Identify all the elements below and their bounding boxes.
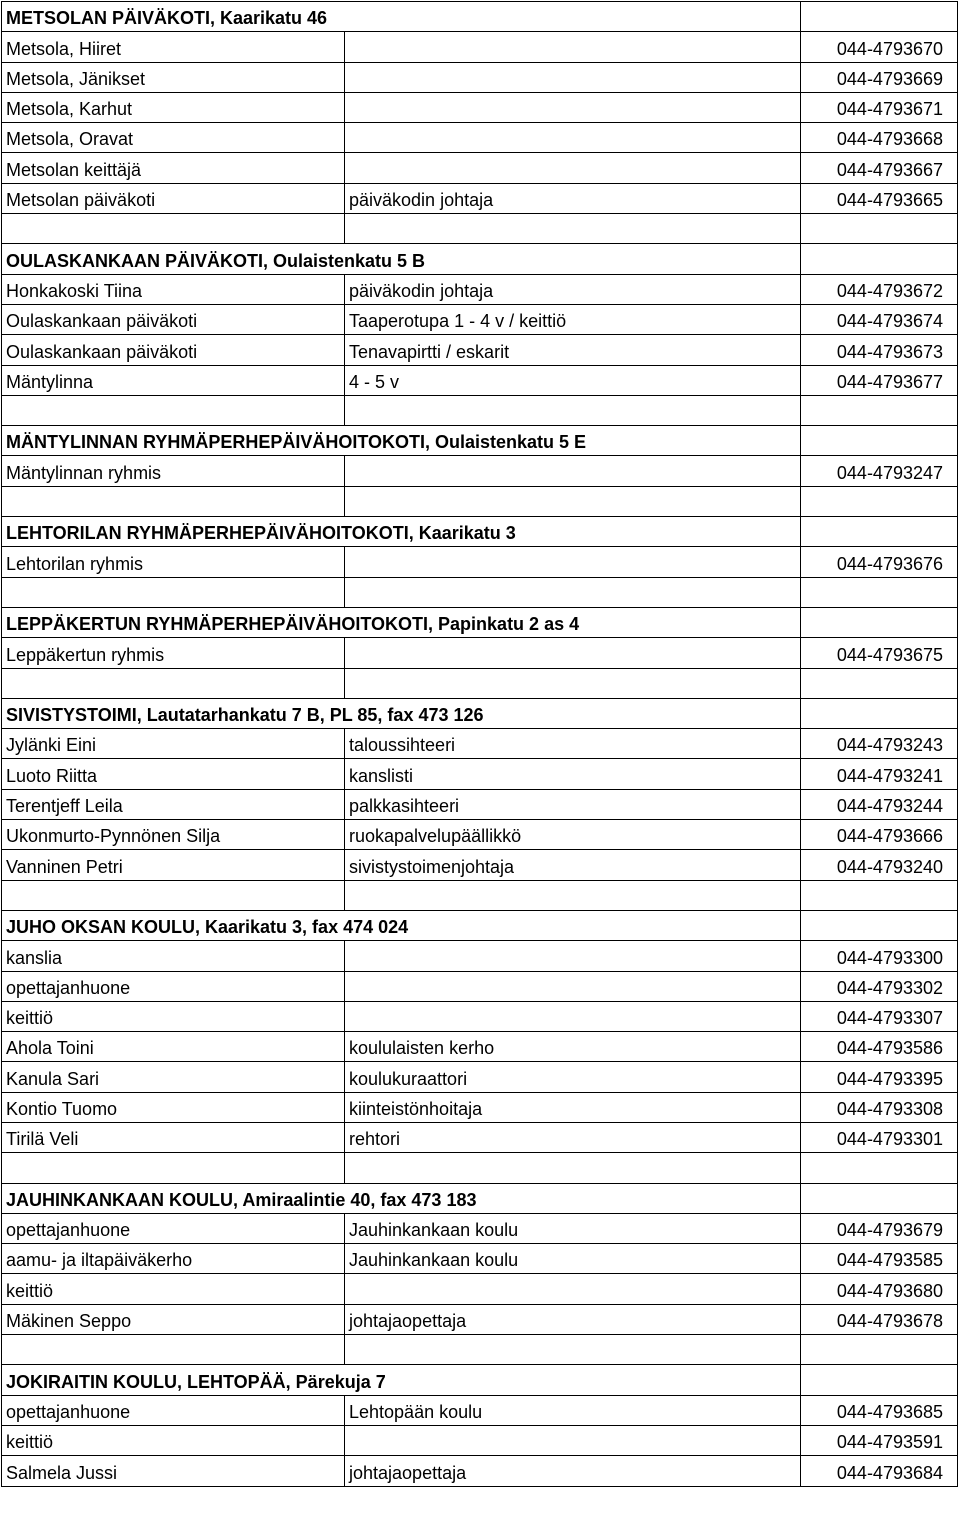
phone-number: 044-4793666 [801,820,958,850]
table-row [2,941,958,971]
section-header-row [2,1183,958,1213]
section-title: JUHO OKSAN KOULU, Kaarikatu 3, fax 474 024 [2,910,801,940]
contact-role [345,123,801,153]
contact-role [345,32,801,62]
spacer-row [2,880,958,910]
contact-name: Metsolan keittäjä [2,153,345,183]
empty-cell [801,1335,958,1365]
contact-role [345,1425,801,1455]
contact-name: Vanninen Petri [2,850,345,880]
contact-name: Kontio Tuomo [2,1092,345,1122]
table-row [2,850,958,880]
table-row [2,304,958,334]
table-row [2,547,958,577]
empty-cell [801,910,958,940]
empty-cell [801,1153,958,1183]
phone-number: 044-4793675 [801,638,958,668]
phone-number: 044-4793669 [801,62,958,92]
table-row [2,365,958,395]
empty-cell [345,395,801,425]
contact-name: Tirilä Veli [2,1122,345,1152]
contact-name: Mäntylinnan ryhmis [2,456,345,486]
section-header-row [2,2,958,32]
contact-name: Metsolan päiväkoti [2,183,345,213]
contact-name: opettajanhuone [2,971,345,1001]
section-title: LEPPÄKERTUN RYHMÄPERHEPÄIVÄHOITOKOTI, Papinkatu 2 as 4 [2,607,801,637]
phone-number: 044-4793676 [801,547,958,577]
table-row [2,1122,958,1152]
phone-number: 044-4793300 [801,941,958,971]
empty-cell [2,1153,345,1183]
spacer-row [2,395,958,425]
table-row [2,1001,958,1031]
empty-cell [2,486,345,516]
empty-cell [2,214,345,244]
contact-name: Luoto Riitta [2,759,345,789]
section-title: LEHTORILAN RYHMÄPERHEPÄIVÄHOITOKOTI, Kaarikatu 3 [2,517,801,547]
empty-cell [345,577,801,607]
empty-cell [801,1365,958,1395]
contact-role: Tenavapirtti / eskarit [345,335,801,365]
contact-role: koulukuraattori [345,1062,801,1092]
table-row [2,1456,958,1486]
contact-role [345,547,801,577]
section-header-row [2,607,958,637]
section-header-row [2,698,958,728]
table-row [2,1092,958,1122]
empty-cell [801,214,958,244]
phone-number: 044-4793241 [801,759,958,789]
empty-cell [345,668,801,698]
contact-role: päiväkodin johtaja [345,274,801,304]
empty-cell [801,607,958,637]
contact-name: Terentjeff Leila [2,789,345,819]
spacer-row [2,668,958,698]
contact-role: päiväkodin johtaja [345,183,801,213]
empty-cell [2,577,345,607]
empty-cell [2,1335,345,1365]
contact-name: Kanula Sari [2,1062,345,1092]
phone-number: 044-4793302 [801,971,958,1001]
contact-role: koululaisten kerho [345,1032,801,1062]
contact-role: kanslisti [345,759,801,789]
phone-number: 044-4793665 [801,183,958,213]
phone-number: 044-4793672 [801,274,958,304]
section-header-row [2,426,958,456]
table-row [2,274,958,304]
empty-cell [2,668,345,698]
empty-cell [801,426,958,456]
phone-number: 044-4793684 [801,1456,958,1486]
table-row [2,1213,958,1243]
section-header-row [2,244,958,274]
phone-number: 044-4793680 [801,1274,958,1304]
contact-role: sivistystoimenjohtaja [345,850,801,880]
table-row [2,62,958,92]
spacer-row [2,577,958,607]
section-header-row [2,910,958,940]
empty-cell [801,698,958,728]
contact-name: Metsola, Karhut [2,92,345,122]
spacer-row [2,486,958,516]
empty-cell [801,486,958,516]
contact-role: ruokapalvelupäällikkö [345,820,801,850]
contact-role [345,1001,801,1031]
phone-number: 044-4793307 [801,1001,958,1031]
empty-cell [801,1183,958,1213]
contact-role: johtajaopettaja [345,1456,801,1486]
empty-cell [801,517,958,547]
empty-cell [801,668,958,698]
section-header-row [2,1365,958,1395]
table-row [2,183,958,213]
phone-number: 044-4793679 [801,1213,958,1243]
table-row [2,92,958,122]
table-row [2,638,958,668]
phone-number: 044-4793674 [801,304,958,334]
contact-name: keittiö [2,1425,345,1455]
phone-number: 044-4793240 [801,850,958,880]
table-row [2,123,958,153]
table-row [2,759,958,789]
contact-role [345,62,801,92]
contact-name: Lehtorilan ryhmis [2,547,345,577]
contact-role [345,1274,801,1304]
contact-role [345,941,801,971]
table-row [2,456,958,486]
contact-role: palkkasihteeri [345,789,801,819]
empty-cell [801,244,958,274]
contact-name: Leppäkertun ryhmis [2,638,345,668]
contact-name: Ukonmurto-Pynnönen Silja [2,820,345,850]
empty-cell [345,1335,801,1365]
phone-number: 044-4793244 [801,789,958,819]
phone-number: 044-4793685 [801,1395,958,1425]
table-row [2,820,958,850]
phone-number: 044-4793673 [801,335,958,365]
table-row [2,1274,958,1304]
section-title: JOKIRAITIN KOULU, LEHTOPÄÄ, Pärekuja 7 [2,1365,801,1395]
spacer-row [2,214,958,244]
table-row [2,1032,958,1062]
contact-role [345,971,801,1001]
contact-name: opettajanhuone [2,1395,345,1425]
contact-name: opettajanhuone [2,1213,345,1243]
table-row [2,1244,958,1274]
table-row [2,32,958,62]
phone-number: 044-4793591 [801,1425,958,1455]
section-title: JAUHINKANKAAN KOULU, Amiraalintie 40, fax 473 183 [2,1183,801,1213]
phone-number: 044-4793670 [801,32,958,62]
contact-role [345,153,801,183]
phone-number: 044-4793247 [801,456,958,486]
table-row [2,1395,958,1425]
empty-cell [2,395,345,425]
section-header-row [2,517,958,547]
contact-name: aamu- ja iltapäiväkerho [2,1244,345,1274]
contact-role [345,456,801,486]
phone-directory-body [2,2,958,1487]
phone-number: 044-4793308 [801,1092,958,1122]
table-row [2,971,958,1001]
contact-name: Oulaskankaan päiväkoti [2,304,345,334]
contact-name: Salmela Jussi [2,1456,345,1486]
contact-name: Mäkinen Seppo [2,1304,345,1334]
contact-name: Mäntylinna [2,365,345,395]
phone-number: 044-4793395 [801,1062,958,1092]
empty-cell [801,577,958,607]
phone-number: 044-4793243 [801,729,958,759]
table-row [2,789,958,819]
phone-number: 044-4793667 [801,153,958,183]
spacer-row [2,1153,958,1183]
contact-role [345,92,801,122]
contact-name: keittiö [2,1001,345,1031]
table-row [2,153,958,183]
empty-cell [345,486,801,516]
table-row [2,729,958,759]
contact-role: taloussihteeri [345,729,801,759]
contact-name: Honkakoski Tiina [2,274,345,304]
phone-number: 044-4793301 [801,1122,958,1152]
empty-cell [345,880,801,910]
table-row [2,1304,958,1334]
contact-name: Oulaskankaan päiväkoti [2,335,345,365]
empty-cell [345,1153,801,1183]
contact-role: 4 - 5 v [345,365,801,395]
contact-name: Jylänki Eini [2,729,345,759]
spacer-row [2,1335,958,1365]
contact-name: kanslia [2,941,345,971]
contact-name: Metsola, Oravat [2,123,345,153]
table-row [2,335,958,365]
contact-role: Lehtopään koulu [345,1395,801,1425]
contact-role: Taaperotupa 1 - 4 v / keittiö [345,304,801,334]
empty-cell [2,880,345,910]
contact-role [345,638,801,668]
phone-directory-table [1,1,958,1487]
section-title: MÄNTYLINNAN RYHMÄPERHEPÄIVÄHOITOKOTI, Oulaistenkatu 5 E [2,426,801,456]
contact-name: Ahola Toini [2,1032,345,1062]
section-title: METSOLAN PÄIVÄKOTI, Kaarikatu 46 [2,2,801,32]
phone-number: 044-4793671 [801,92,958,122]
empty-cell [801,880,958,910]
phone-number: 044-4793585 [801,1244,958,1274]
contact-role: johtajaopettaja [345,1304,801,1334]
contact-role: rehtori [345,1122,801,1152]
table-row [2,1062,958,1092]
empty-cell [801,395,958,425]
phone-number: 044-4793677 [801,365,958,395]
contact-name: Metsola, Hiiret [2,32,345,62]
table-row [2,1425,958,1455]
contact-name: Metsola, Jänikset [2,62,345,92]
empty-cell [801,2,958,32]
section-title: SIVISTYSTOIMI, Lautatarhankatu 7 B, PL 85, fax 473 126 [2,698,801,728]
empty-cell [345,214,801,244]
phone-number: 044-4793668 [801,123,958,153]
phone-number: 044-4793586 [801,1032,958,1062]
contact-name: keittiö [2,1274,345,1304]
section-title: OULASKANKAAN PÄIVÄKOTI, Oulaistenkatu 5 B [2,244,801,274]
contact-role: Jauhinkankaan koulu [345,1244,801,1274]
contact-role: kiinteistönhoitaja [345,1092,801,1122]
phone-number: 044-4793678 [801,1304,958,1334]
contact-role: Jauhinkankaan koulu [345,1213,801,1243]
